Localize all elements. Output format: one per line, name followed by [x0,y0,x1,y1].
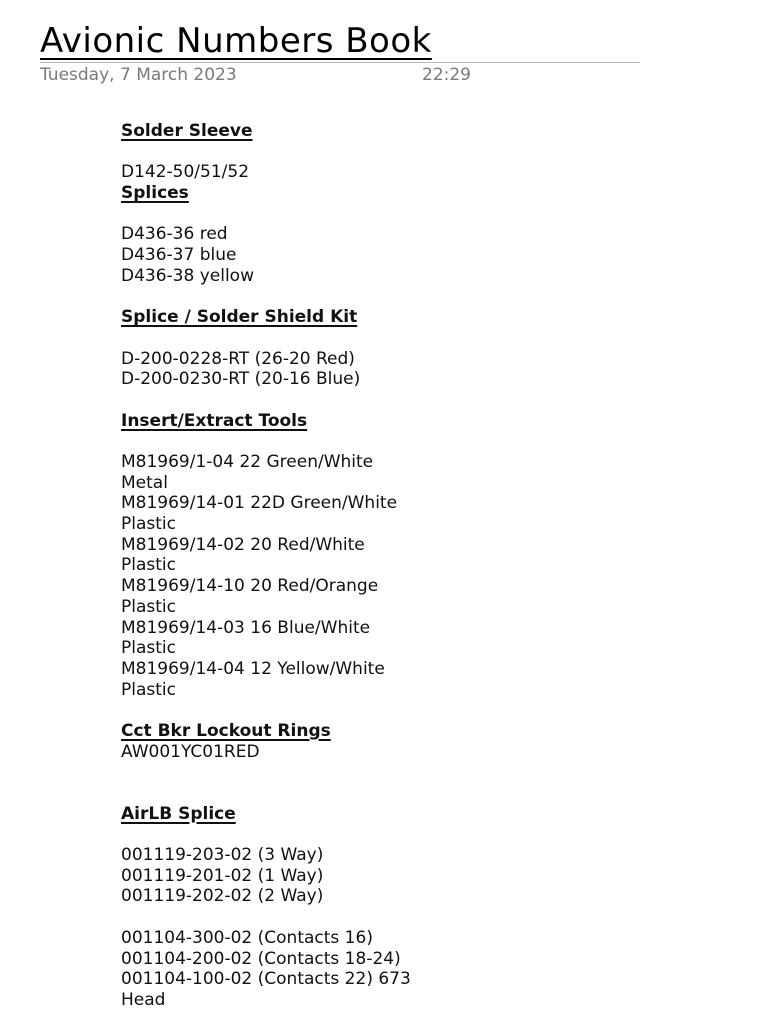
page-date: Tuesday, 7 March 2023 [40,65,237,85]
part-number-line: 001119-203-02 (3 Way) [121,845,324,866]
part-number-line: D436-37 blue [121,245,237,266]
blank-line [121,142,721,163]
blank-line [121,287,721,308]
part-number-line: Plastic [121,596,176,617]
part-number-line: Head [121,989,166,1010]
part-number-line: D142-50/51/52 [121,162,250,183]
part-number-line: 001104-100-02 (Contacts 22) 673 [121,969,411,990]
title-divider [40,62,640,63]
blank-line [121,762,721,783]
part-number-line: Metal [121,472,168,493]
blank-line [121,783,721,804]
part-number-line: M81969/14-02 20 Red/White [121,534,365,555]
section-heading-airlb-splice: AirLB Splice [121,803,236,824]
blank-line [121,824,721,845]
page-title: Avionic Numbers Book [40,21,432,61]
section-heading-splices: Splices [121,183,189,204]
part-number-line: M81969/1-04 22 Green/White [121,452,374,472]
part-number-line: D436-38 yellow [121,265,254,286]
page-time: 22:29 [422,65,471,85]
part-number-line: 001104-200-02 (Contacts 18-24) [121,948,401,969]
page-metadata [40,64,471,86]
part-number-line: M81969/14-03 16 Blue/White [121,617,371,638]
part-number-line: D436-36 red [121,224,228,245]
blank-line [121,204,721,225]
section-heading-lockout-rings: Cct Bkr Lockout Rings [121,720,331,741]
part-number-line: M81969/14-10 20 Red/Orange [121,576,379,597]
note-body [121,121,721,1011]
section-heading-shield-kit: Splice / Solder Shield Kit [121,307,358,328]
part-number-line: Plastic [121,555,176,576]
part-number-line: D-200-0230-RT (20-16 Blue) [121,369,361,390]
part-number-line: Plastic [121,638,176,659]
blank-line [121,700,721,721]
blank-line [121,907,721,928]
part-number-line: Plastic [121,514,176,535]
section-heading-tools: Insert/Extract Tools [121,410,308,431]
blank-line [121,390,721,411]
part-number-line: AW001YC01RED [121,741,260,762]
part-number-line: 001119-201-02 (1 Way) [121,865,324,886]
blank-line [121,431,721,452]
part-number-line: D-200-0228-RT (26-20 Red) [121,348,355,369]
part-number-line: M81969/14-04 12 Yellow/White [121,658,385,679]
part-number-line: 001104-300-02 (Contacts 16) [121,927,373,948]
section-heading-solder-sleeve: Solder Sleeve [121,121,253,141]
part-number-line: 001119-202-02 (2 Way) [121,886,324,907]
part-number-line: Plastic [121,679,176,700]
blank-line [121,328,721,349]
part-number-line: M81969/14-01 22D Green/White [121,493,398,514]
